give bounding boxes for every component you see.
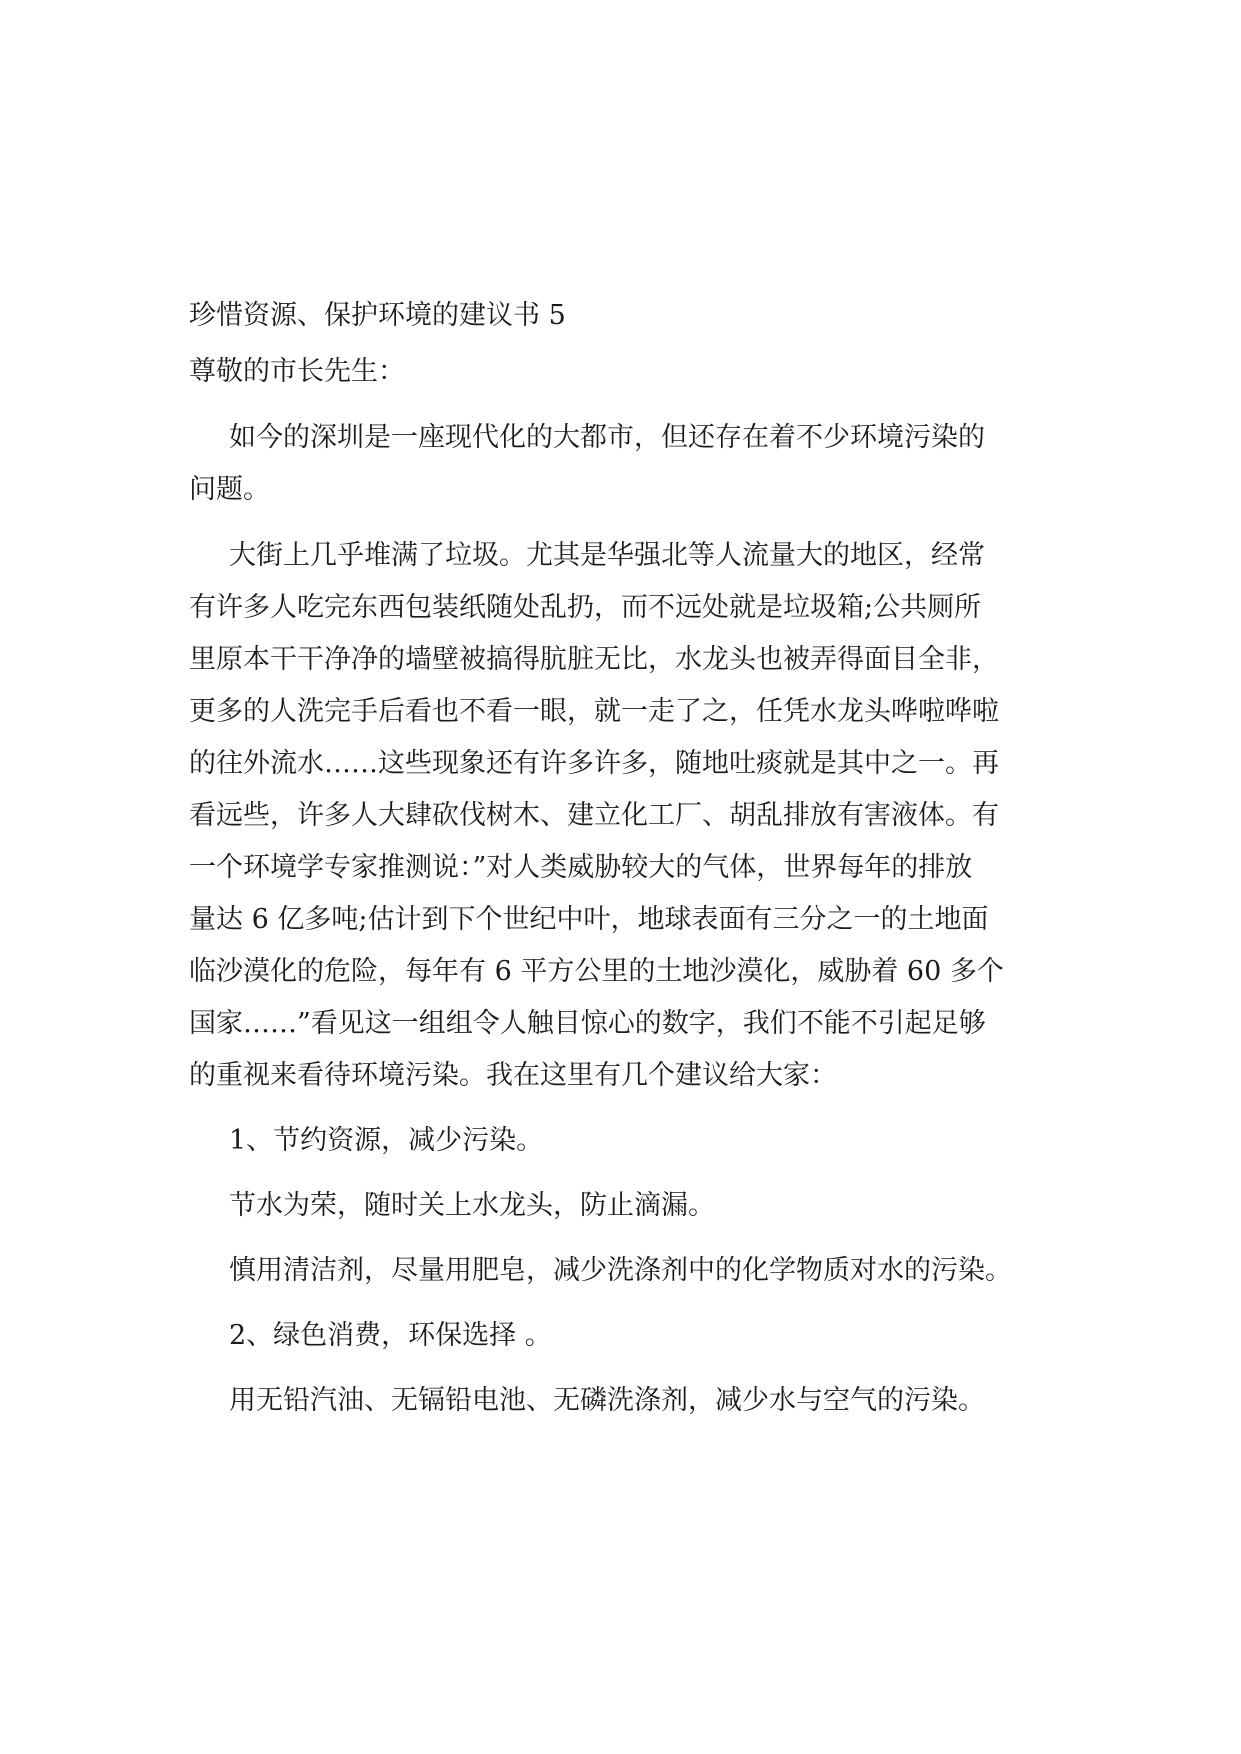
paragraph-line: 一个环境学专家推测说：”对人类威胁较大的气体，世界每年的排放 <box>189 852 973 883</box>
paragraph-line: 国家……”看见这一组组令人触目惊心的数字，我们不能不引起足够 <box>189 1008 986 1039</box>
paragraph-line: 如今的深圳是一座现代化的大都市，但还存在着不少环境污染的 <box>229 422 985 453</box>
document-title: 珍惜资源、保护环境的建议书 5 <box>189 300 566 331</box>
paragraph-line: 大街上几乎堆满了垃圾。尤其是华强北等人流量大的地区，经常 <box>229 540 985 571</box>
salutation: 尊敬的市长先生： <box>189 356 405 387</box>
paragraph-line: 看远些，许多人大肆砍伐树木、建立化工厂、胡乱排放有害液体。有 <box>189 800 999 831</box>
suggestion-item: 慎用清洁剂，尽量用肥皂，减少洗涤剂中的化学物质对水的污染。 <box>229 1255 1012 1286</box>
suggestion-item: 节水为荣，随时关上水龙头，防止滴漏。 <box>229 1190 715 1221</box>
paragraph-line: 里原本干干净净的墙壁被搞得肮脏无比，水龙头也被弄得面目全非， <box>189 644 999 675</box>
suggestion-item: 用无铅汽油、无镉铅电池、无磷洗涤剂，减少水与空气的污染。 <box>229 1385 985 1416</box>
suggestion-heading-2: 2、绿色消费，环保选择 。 <box>229 1320 552 1351</box>
paragraph-line: 的往外流水……这些现象还有许多许多，随地吐痰就是其中之一。再 <box>189 748 999 779</box>
paragraph-line: 更多的人洗完手后看也不看一眼，就一走了之，任凭水龙头哗啦哗啦 <box>189 696 999 727</box>
paragraph-line: 临沙漠化的危险，每年有 6 平方公里的土地沙漠化，威胁着 60 多个 <box>189 956 1004 987</box>
paragraph-line: 问题。 <box>189 474 270 505</box>
paragraph-intro <box>189 412 1059 516</box>
paragraph-pollution <box>189 530 1059 1102</box>
paragraph-line: 的重视来看待环境污染。我在这里有几个建议给大家： <box>189 1060 837 1091</box>
document-body <box>189 290 1059 1427</box>
paragraph-line: 量达 6 亿多吨;估计到下个世纪中叶，地球表面有三分之一的土地面 <box>189 904 989 935</box>
suggestion-heading-1: 1、节约资源，减少污染。 <box>229 1125 544 1156</box>
paragraph-line: 有许多人吃完东西包装纸随处乱扔，而不远处就是垃圾箱;公共厕所 <box>189 592 982 623</box>
